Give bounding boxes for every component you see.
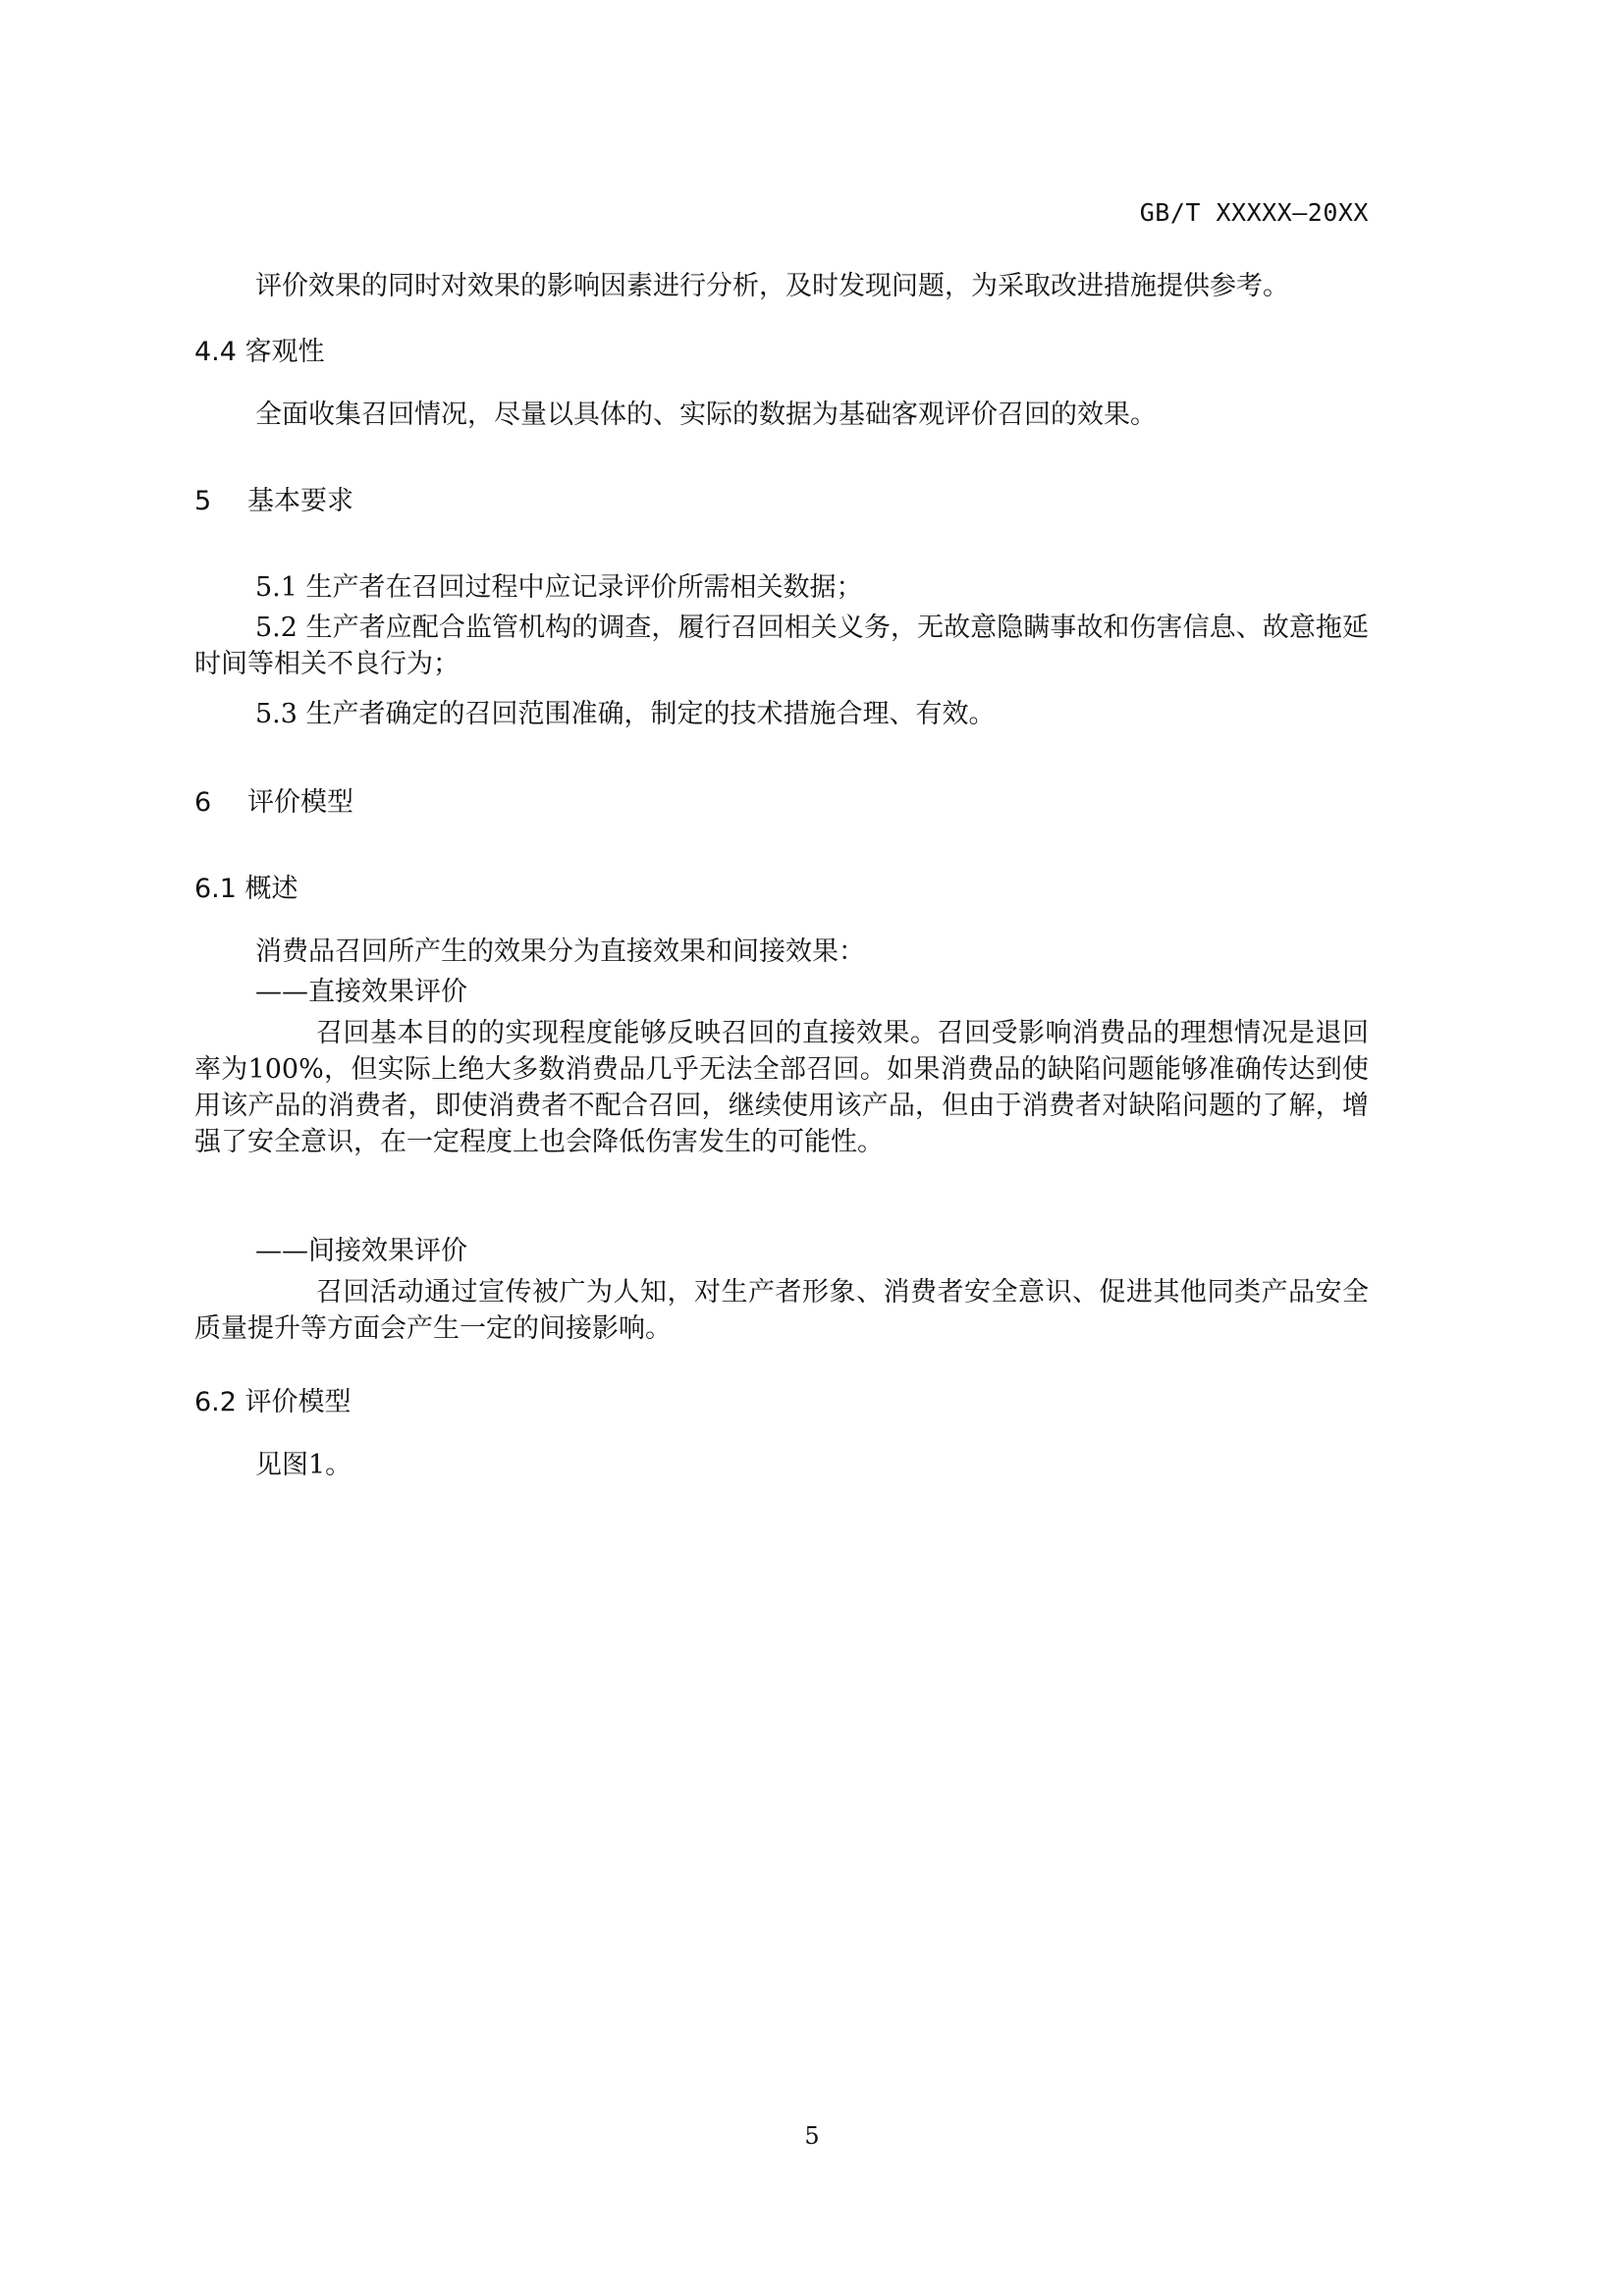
section-5-number: 5: [194, 486, 212, 516]
section-6-2-heading: 6.2 评价模型: [194, 1387, 352, 1417]
section-5-heading: [194, 483, 353, 519]
continued-paragraph: 评价效果的同时对效果的影响因素进行分析，及时发现问题，为采取改进措施提供参考。: [255, 271, 1289, 301]
direct-effect-label: ——直接效果评价: [255, 977, 467, 1007]
section-6-number: 6: [194, 787, 212, 818]
section-6-2-text: 见图1。: [255, 1450, 352, 1480]
page-number: 5: [804, 2122, 820, 2150]
document-code: GB/T XXXXX—20XX: [1139, 198, 1369, 227]
indirect-effect-label: ——间接效果评价: [255, 1236, 467, 1266]
section-4-4-text: 全面收集召回情况，尽量以具体的、实际的数据为基础客观评价召回的效果。: [255, 400, 1157, 430]
section-5-title: 基本要求: [247, 486, 353, 516]
clause-5-3: 5.3 生产者确定的召回范围准确，制定的技术措施合理、有效。: [255, 699, 996, 729]
section-6-1-intro: 消费品召回所产生的效果分为直接效果和间接效果：: [255, 936, 865, 967]
direct-effect-text: 召回基本目的的实现程度能够反映召回的直接效果。召回受影响消费品的理想情况是退回率为100%，但实际上绝大多数消费品几乎无法全部召回。如果消费品的缺陷问题能够准确传达到使用该产品的消费者，即使消费者不配合召回，继续使用该产品，但由于消费者对缺陷问题的了解，增强了安全意识，在一定程度上也会降低伤害发生的可能性。: [194, 1018, 1369, 1157]
clause-5-1: 5.1 生产者在召回过程中应记录评价所需相关数据；: [255, 572, 863, 603]
section-6-title: 评价模型: [247, 787, 353, 818]
section-6-heading: [194, 784, 353, 821]
section-6-1-heading: 6.1 概述: [194, 874, 298, 904]
section-4-4-heading: 4.4 客观性: [194, 337, 325, 367]
clause-5-2: 5.2 生产者应配合监管机构的调查，履行召回相关义务，无故意隐瞒事故和伤害信息、故意拖延时间等相关不良行为；: [194, 613, 1369, 679]
indirect-effect-text: 召回活动通过宣传被广为人知，对生产者形象、消费者安全意识、促进其他同类产品安全质量提升等方面会产生一定的间接影响。: [194, 1277, 1369, 1344]
